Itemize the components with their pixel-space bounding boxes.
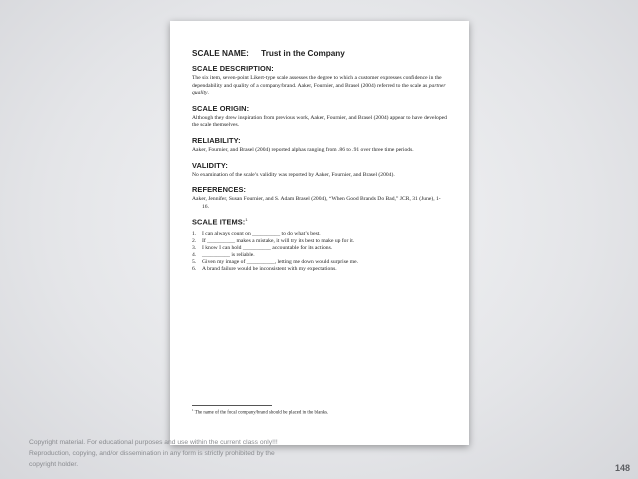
items-heading-footnote-mark: 1 <box>245 217 248 223</box>
list-item <box>192 245 447 252</box>
list-item <box>192 266 447 273</box>
item-text: If __________ makes a mistake, it will try its best to make up for it. <box>202 237 355 244</box>
origin-text: Although they drew inspiration from previous work, Aaker, Fournier, and Brasel (2004) appear to have developed the scale themselves. <box>192 114 447 129</box>
references-text: Aaker, Jennifer, Susan Fournier, and S. Adam Brasel (2004), “When Good Brands Do Bad,” JCR, 31 (June), 1-16. <box>192 196 441 210</box>
copyright-notice: Copyright material. For educational purposes and use within the current class only!!! Reproduction, copying, and/or dissemination in any form is strictly prohibited by the copyright holder. <box>29 439 278 468</box>
footnote-divider <box>192 405 272 406</box>
item-number: 2. <box>192 237 197 244</box>
scale-name-label: SCALE NAME: <box>192 49 249 58</box>
description-heading: SCALE DESCRIPTION: <box>192 64 274 73</box>
item-text: A brand failure would be inconsistent with my expectations. <box>202 266 337 273</box>
item-number: 4. <box>192 252 197 259</box>
items-heading-label: SCALE ITEMS: <box>192 217 246 227</box>
items-heading <box>192 217 447 226</box>
description-text <box>192 75 447 98</box>
validity-heading: VALIDITY: <box>192 160 228 170</box>
reliability-heading: RELIABILITY: <box>192 135 241 145</box>
scale-name-row <box>192 49 447 58</box>
item-text: Given my image of __________, letting me down would surprise me. <box>202 259 358 266</box>
item-number: 5. <box>192 259 197 266</box>
reliability-text: Aaker, Fournier, and Brasel (2004) reported alphas ranging from .86 to .91 over three time periods. <box>192 146 414 153</box>
footnote-text: The name of the focal company/brand should be placed in the blanks. <box>194 410 329 416</box>
scale-name-value: Trust in the Company <box>261 49 345 58</box>
slide-number: 148 <box>614 463 630 473</box>
description-italic-term: partner quality <box>192 82 446 97</box>
item-number: 6. <box>192 266 197 273</box>
list-item <box>192 238 447 245</box>
footnote-mark: 1 <box>192 408 194 412</box>
description-text-part-2: . <box>207 90 209 97</box>
item-text: I know I can hold __________ accountable for its actions. <box>202 245 333 251</box>
item-text: I can always count on __________ to do what’s best. <box>202 230 321 237</box>
item-text: __________ is reliable. <box>202 252 255 259</box>
scanned-document-page <box>170 21 469 445</box>
scale-items-list <box>192 231 447 274</box>
item-number: 3. <box>192 245 197 251</box>
item-number: 1. <box>192 230 197 237</box>
description-text-part-1: The six item, seven-point Likert-type scale assesses the degree to which a customer expresses confidence in the dependability and quality of a company/brand. Aaker, Fournier, and Brasel (2004) referred to the scale as <box>192 75 442 89</box>
origin-heading: SCALE ORIGIN: <box>192 103 250 113</box>
references-heading: REFERENCES: <box>192 185 247 195</box>
validity-text: No examination of the scale’s validity was reported by Aaker, Fournier, and Brasel (2004). <box>192 171 395 178</box>
list-item <box>192 231 447 238</box>
footnote <box>192 408 328 416</box>
